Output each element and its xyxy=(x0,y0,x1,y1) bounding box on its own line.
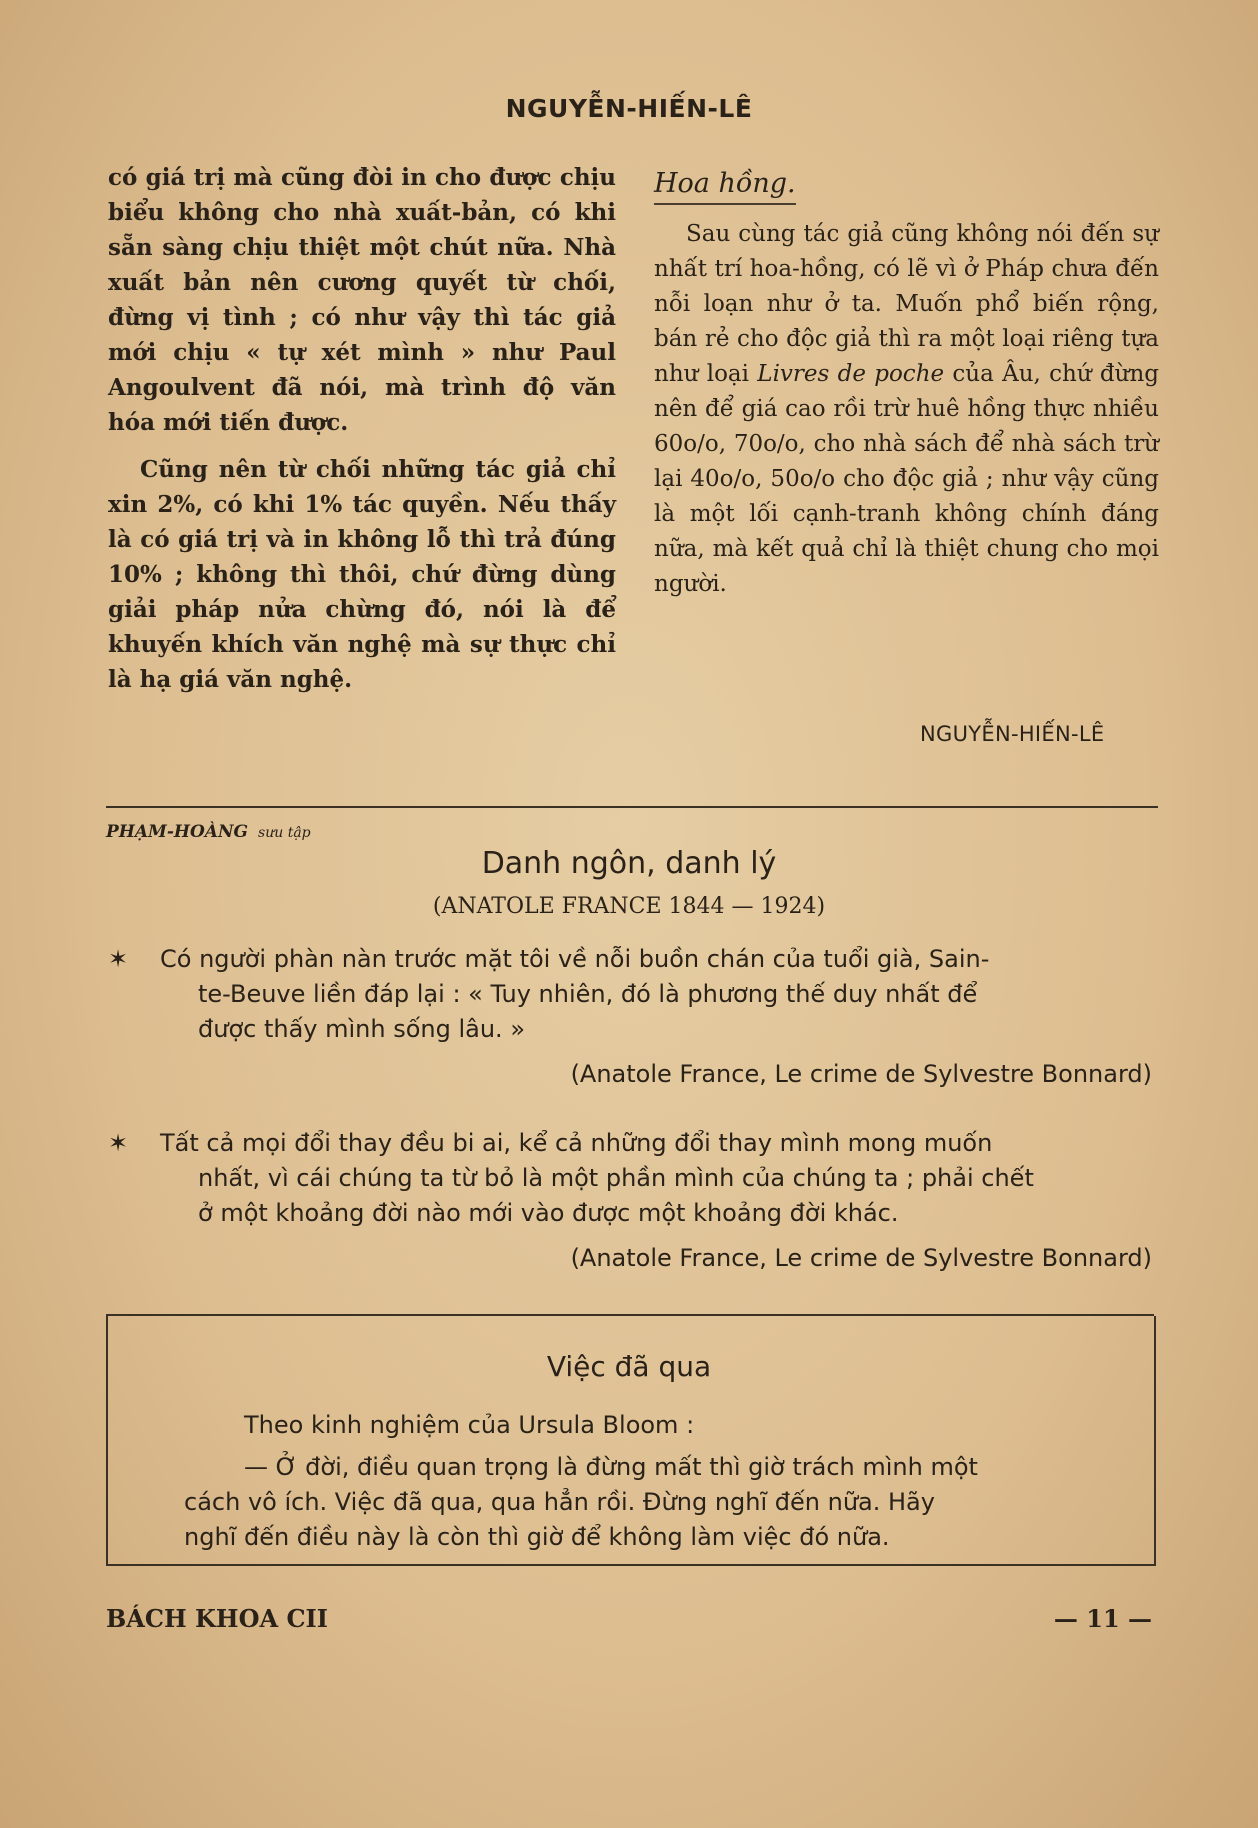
star-bullet-icon: ✶ xyxy=(108,1129,129,1157)
right-paragraph-text-a: Sau cùng tác giả cũng không nói đến sự nhất trí hoa-hồng, có lẽ vì ở Pháp chưa đến nỗi loạn như ở ta. Muốn phổ biến rộng, bán rẻ cho độc giả thì ra một loại riêng tựa như loại xyxy=(654,221,1159,387)
left-column xyxy=(108,160,616,697)
box-title: Việc đã qua xyxy=(546,1350,712,1383)
right-paragraph-text-b: của Âu, chứ đừng nên để giá cao rồi trừ huê hồng thực nhiều 60o/o, 70o/o, cho nhà sách để nhà sách trừ lại 40o/o, 50o/o cho độc giả ; như vậy cũng là một lối cạnh-tranh không chính đáng nữa, mà kết quả chỉ là thiệt chung cho mọi người. xyxy=(654,361,1159,597)
quote-2-line-3: ở một khoảng đời nào mới vào được một khoảng đời khác. xyxy=(198,1199,899,1227)
box-bottom-border xyxy=(106,1564,1156,1566)
quote-2 xyxy=(108,1126,1158,1231)
quote-1-line-3: được thấy mình sống lâu. » xyxy=(198,1015,525,1043)
box-line-2: cách vô ích. Việc đã qua, qua hẳn rồi. Đừng nghĩ đến nữa. Hãy xyxy=(184,1488,935,1516)
star-bullet-icon: ✶ xyxy=(108,945,129,973)
page-number: — 11 — xyxy=(1053,1604,1152,1633)
quote-2-source: (Anatole France, Le crime de Sylvestre Bonnard) xyxy=(570,1244,1152,1272)
quote-2-line-2: nhất, vì cái chúng ta từ bỏ là một phần mình của chúng ta ; phải chết xyxy=(198,1164,1034,1192)
book-series-title: Livres de poche xyxy=(757,361,945,387)
quote-1 xyxy=(108,942,1158,1047)
quote-1-source: (Anatole France, Le crime de Sylvestre Bonnard) xyxy=(570,1060,1152,1088)
quotes-title: Danh ngôn, danh lý xyxy=(481,846,777,881)
compiler-note: sưu tập xyxy=(258,825,311,841)
compiler-name: PHẠM-HOÀNG xyxy=(106,822,249,842)
quote-1-line-2: te-Beuve liền đáp lại : « Tuy nhiên, đó là phương thế duy nhất để xyxy=(198,980,978,1008)
author-signature: NGUYỄN-HIẾN-LÊ xyxy=(920,722,1105,746)
right-paragraph-1 xyxy=(654,217,1159,602)
right-column xyxy=(654,166,1159,602)
compiler-credit xyxy=(106,822,311,842)
publication-name: BÁCH KHOA CII xyxy=(106,1604,329,1633)
quotes-subtitle: (ANATOLE FRANCE 1844 — 1924) xyxy=(432,894,826,919)
box-line-1: — Ở đời, điều quan trọng là đừng mất thì giờ trách mình một xyxy=(244,1453,978,1481)
box-line-3: nghĩ đến điều này là còn thì giờ để không làm việc đó nữa. xyxy=(184,1523,890,1551)
box-intro: Theo kinh nghiệm của Ursula Bloom : xyxy=(244,1411,695,1439)
quote-2-line-1: Tất cả mọi đổi thay đều bi ai, kể cả những đổi thay mình mong muốn xyxy=(160,1129,993,1157)
left-paragraph-1: có giá trị mà cũng đòi in cho được chịu biểu không cho nhà xuất-bản, có khi sẵn sàng chịu thiệt một chút nữa. Nhà xuất bản nên cương quyết từ chối, đừng vị tình ; có như vậy thì tác giả mới chịu « tự xét mình » như Paul Angoulvent đã nói, mà trình độ văn hóa mới tiến được. xyxy=(108,164,616,436)
running-header: NGUYỄN-HIẾN-LÊ xyxy=(505,94,753,123)
quote-1-line-1: Có người phàn nàn trước mặt tôi về nỗi buồn chán của tuổi già, Sain- xyxy=(160,945,990,973)
section-heading-hoa-hong: Hoa hồng. xyxy=(654,166,796,205)
section-divider xyxy=(106,806,1158,808)
left-paragraph-2: Cũng nên từ chối những tác giả chỉ xin 2%, có khi 1% tác quyền. Nếu thấy là có giá trị và in không lỗ thì trả đúng 10% ; không thì thôi, chứ đừng dùng giải pháp nửa chừng đó, nói là để khuyến khích văn nghệ mà sự thực chỉ là hạ giá văn nghệ. xyxy=(108,456,616,693)
